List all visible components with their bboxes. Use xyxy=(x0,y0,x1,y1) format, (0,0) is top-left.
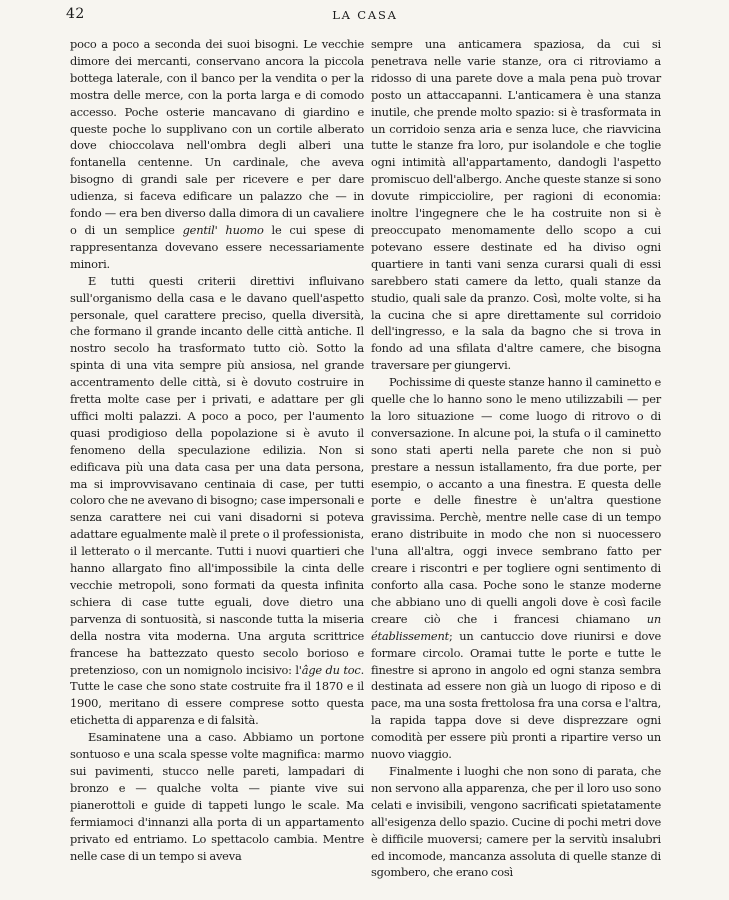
text-run: sempre una anticamera spaziosa, da cui si penetrava nelle varie stanze, ora ci ritroviamo a ridosso di una parete dove a mala pena può trovar posto un attaccapanni. L'anticamera è una stanza inutile, che prende molto spazio: si è trasformata in un corridoio senza aria e senza luce, che riavvicina tutte le stanze fra loro, pur isolandole e che toglie ogni intimità all'appartamento, dandogli l'aspetto promiscuo dell'albergo. Anche queste stanze si sono dovute rimpicciolire, per ragioni di economia: inoltre l'ingegnere che le ha costruite non si è preoccupato menomamente dello scopo a cui potevano essere destinate ed ha diviso ogni quartiere in tanti vani senza curarsi quali di essi sarebbero stati camere da letto, quali stanze da studio, quali sale da pranzo. Così, molte volte, si ha la cucina che si apre direttamente sul corridoio dell'ingresso, e la sala da bagno che si trova in fondo ad una sfilata d'altre camere, che bisogna traversare per giungervi. xyxy=(371,37,661,373)
text-run: . Tutte le case che sono state costruite fra il 1870 e il 1900, meritano di essere comprese sotto questa etichetta di apparenza e di falsità. xyxy=(70,662,364,728)
text-run: Finalmente i luoghi che non sono di parata, che non servono alla apparenza, che per il loro uso sono celati e invisibili, vengono sacrificati spietatamente all'esigenza dello spazio. Cucine di pochi metri dove è difficile muoversi; camere per la servitù insalubri ed incomode, mancanza assoluta di quelle stanze di sgombero, che erano così xyxy=(371,763,661,880)
text-run: ; un cantuccio dove riunirsi e dove formare circolo. Oramai tutte le porte e tutte le finestre si aprono in angolo ed ogni stanza sembra destinata ad essere non già un luogo di riposo e di pace, ma una sosta frettolosa fra una corsa e l'altra, la rapida tappa dove si deve disprezzare ogni comodità per essere più pronti a ripartire verso un nuovo viaggio. xyxy=(371,628,661,762)
left-column xyxy=(70,36,364,864)
paragraph xyxy=(371,763,661,881)
paragraph xyxy=(70,729,364,864)
paragraph xyxy=(371,36,661,374)
running-title: LA CASA xyxy=(332,8,398,22)
page-number: 42 xyxy=(66,6,85,22)
italic-phrase: un établissement xyxy=(371,611,661,643)
text-run: Esaminatene una a caso. Abbiamo un portone sontuoso e una scala spesse volte magnifica: marmo sui pavimenti, stucco nelle pareti, lampadari di bronzo e — qualche volta — piante vive sui pianerottoli e guide di tappeti lungo le scale. Ma fermiamoci d'innanzi alla porta di un appartamento privato ed entriamo. Lo spettacolo cambia. Mentre nelle case di un tempo si aveva xyxy=(70,730,364,863)
text-run: Pochissime di queste stanze hanno il caminetto e quelle che lo hanno sono le meno utilizzabili — per la loro situazione — come luogo di ritrovo o di conversazione. In alcune poi, la stufa o il caminetto sono stati aperti nella parete che non si può prestare a nessun istallamento, fra due porte, per esempio, o accanto a una finestra. E questa delle porte e delle finestre è un'altra questione gravissima. Perchè, mentre nelle case di un tempo erano distribuite in modo che non si nuocessero l'una all'altra, oggi invece sembrano fatto per creare i riscontri e per togliere ogni sentimento di conforto alla casa. Poche sono le stanze moderne che abbiano uno di quelli angoli dove è così facile creare ciò che i francesi chiamano xyxy=(371,375,661,626)
italic-phrase: âge du toc xyxy=(301,662,361,677)
italic-phrase: gentil' huomo xyxy=(182,222,264,237)
text-run: E tutti questi criterii direttivi influivano sull'organismo della casa e le davano quell'aspetto personale, quel carattere preciso, quella diversità, che formano il grande incanto delle città antiche. Il nostro secolo ha trasformato tutto ciò. Sotto la spinta di una vita sempre più ansiosa, nel grande accentramento delle città, si è dovuto costruire in fretta molte case per i privati, e adattare per gli uffici molti palazzi. A poco a poco, per l'aumento quasi prodigioso della popolazione si è avuto il fenomeno della speculazione edilizia. Non si edificava più una data casa per una data persona, ma si improvvisavano centinaia di case, per tutti coloro che ne avevano di bisogno; case impersonali e senza carattere nei cui vani disadorni si poteva adattare egualmente malè il prete o il professionista, il letterato o il mercante. Tutti i nuovi quartieri che hanno allargato fino all'impossibile la cinta delle vecchie metropoli, sono formati da questa infinita schiera di case tutte eguali, dove dietro una parvenza di sontuosità, si nasconde tutta la miseria della nostra vita moderna. Una arguta scrittrice francese ha battezzato questo secolo borioso e pretenzioso, con un nomignolo incisivo: l' xyxy=(70,273,364,677)
text-run: le cui spese di rappresentanza dovevano essere necessariamente minori. xyxy=(70,222,364,271)
paragraph xyxy=(70,36,364,273)
text-run: poco a poco a seconda dei suoi bisogni. Le vecchie dimore dei mercanti, conservano ancora la piccola bottega laterale, con il banco per la vendita o per la mostra delle merce, con la porta larga e di comodo accesso. Poche osterie mancavano di giardino e queste poche lo supplivano con un cortile alberato dove chioccolava nell'ombra degli alberi una fontanella centenne. Un cardinale, che aveva bisogno di grandi sale per ricevere e per dare udienza, si faceva edificare un palazzo che — in fondo — era ben diverso dalla dimora di un cavaliere o di un semplice xyxy=(70,37,364,237)
paragraph xyxy=(70,273,364,729)
running-head xyxy=(66,6,664,24)
right-column xyxy=(371,36,661,881)
paragraph xyxy=(371,374,661,763)
